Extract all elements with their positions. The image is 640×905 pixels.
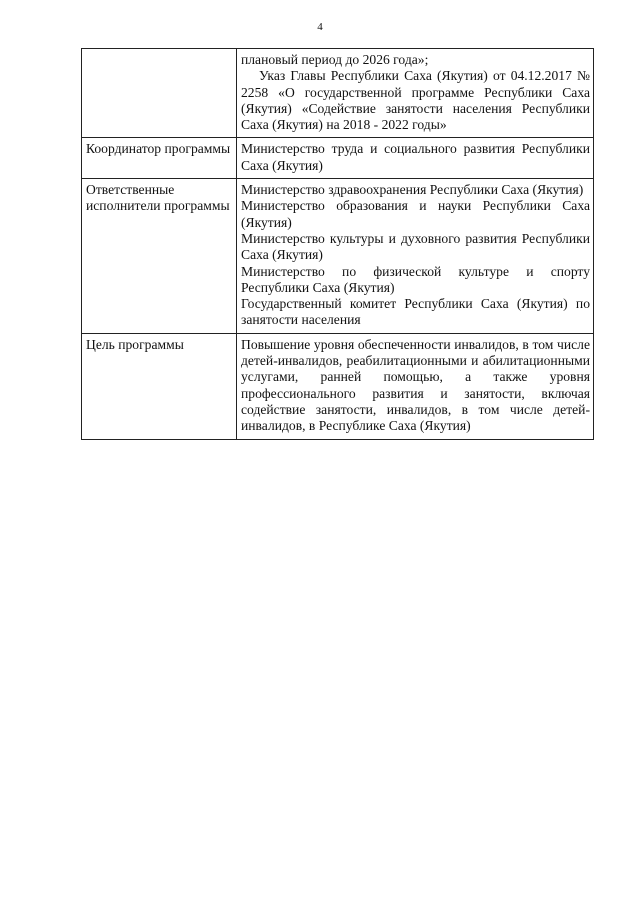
value-paragraph: Государственный комитет Республики Саха (Якутия) по занятости населения xyxy=(241,296,590,328)
row-value xyxy=(237,138,594,179)
value-paragraph: Министерство культуры и духовного развития Республики Саха (Якутия) xyxy=(241,230,590,263)
row-value xyxy=(237,179,594,334)
row-label xyxy=(82,49,237,138)
value-paragraph: Министерство по физической культуре и спорту Республики Саха (Якутия) xyxy=(241,263,590,295)
program-passport-table xyxy=(81,48,594,440)
row-value xyxy=(237,49,594,138)
value-paragraph: Министерство труда и социального развития Республики Саха (Якутия) xyxy=(241,141,590,173)
table-row-legal-basis xyxy=(82,49,594,138)
table-row-goal xyxy=(82,333,594,439)
value-paragraph: плановый период до 2026 года»; xyxy=(241,52,429,67)
value-paragraph: Министерство здравоохранения Республики Саха (Якутия) xyxy=(241,182,584,198)
value-paragraph: Министерство образования и науки Республики Саха (Якутия) xyxy=(241,198,590,230)
value-paragraph: Указ Главы Республики Саха (Якутия) от 04.12.2017 № 2258 «О государственной программе Республики Саха (Якутия) «Содействие занятости населения Республики Саха (Якутия) на 2018 - 2022 годы» xyxy=(241,68,590,133)
page-number: 4 xyxy=(317,21,323,33)
row-value xyxy=(237,333,594,439)
row-label: Ответственные исполнители программы xyxy=(82,179,237,334)
table-row-executors xyxy=(82,179,594,334)
row-label: Цель программы xyxy=(82,333,237,439)
row-label: Координатор программы xyxy=(82,138,237,179)
table-row-coordinator xyxy=(82,138,594,179)
value-paragraph: Повышение уровня обеспеченности инвалидов, в том числе детей-инвалидов, реабилитационными и абилитационными услугами, ранней помощью, а также уровня профессионального развития и занятости, включая содействие занятости, инвалидов, в том числе детей-инвалидов, в Республике Саха (Якутия) xyxy=(241,336,590,434)
